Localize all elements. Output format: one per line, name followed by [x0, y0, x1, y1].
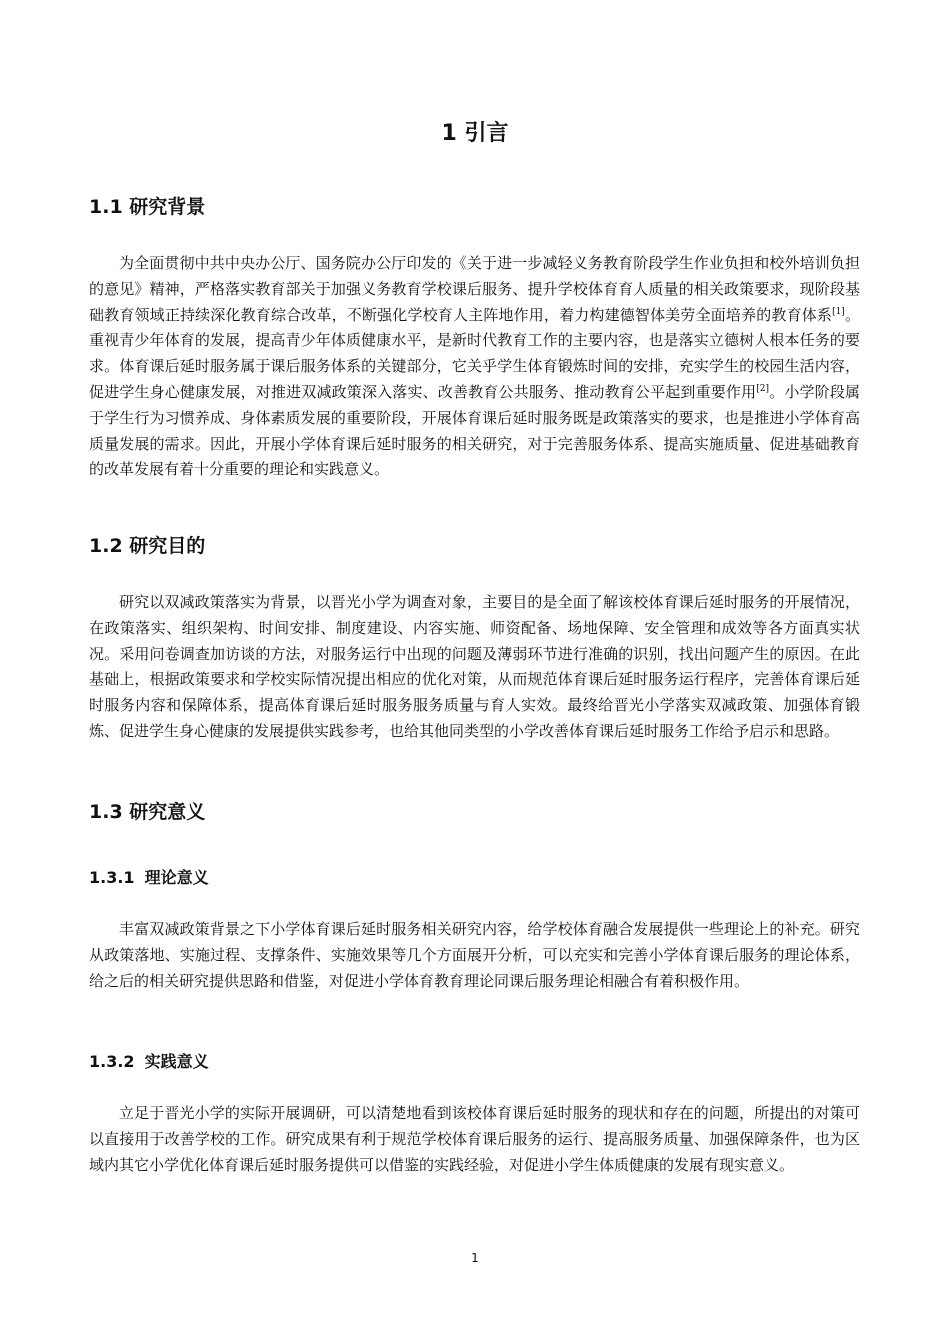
paragraph-background [89, 251, 860, 483]
paragraph-purpose: 研究以双减政策落实为背景，以晋光小学为调查对象，主要目的是全面了解该校体育课后延时服务的开展情况，在政策落实、组织架构、时间安排、制度建设、内容实施、师资配备、场地保障、安全管理和成效等各方面真实状况。采用问卷调查加访谈的方法，对服务运行中出现的问题及薄弱环节进行准确的识别，找出问题产生的原因。在此基础上，根据政策要求和学校实际情况提出相应的优化对策，从而规范体育课后延时服务运行程序，完善体育课后延时服务内容和保障体系，提高体育课后延时服务服务质量与育人实效。最终给晋光小学落实双减政策、加强体育锻炼、促进学生身心健康的发展提供实践参考，也给其他同类型的小学改善体育课后延时服务工作给予启示和思路。 [89, 593, 860, 740]
subsection-number: 1.3.2 [89, 1052, 135, 1071]
section-heading-background: 1.1 研究背景 [89, 196, 206, 218]
paragraph-text: 。小学阶段属于学生行为习惯养成、身体素质发展的重要阶段，开展体育课后延时服务既是政策落实的要求，也是推进小学体育高质量发展的需求。因此，开展小学体育课后延时服务的相关研究，对于完善服务体系、提高实施质量、促进基础教育的改革发展有着十分重要的理论和实践意义。 [89, 382, 860, 479]
page-number: 1 [471, 1251, 479, 1265]
subsection-number: 1.3.1 [89, 868, 135, 887]
citation-ref: [1] [832, 306, 845, 317]
paragraph-practice: 立足于晋光小学的实际开展调研，可以清楚地看到该校体育课后延时服务的现状和存在的问题，所提出的对策可以直接用于改善学校的工作。研究成果有利于规范学校体育课后服务的运行、提高服务质量、加强保障条件，也为区域内其它小学优化体育课后延时服务提供可以借鉴的实践经验，对促进小学生体质健康的发展有现实意义。 [89, 1104, 860, 1174]
subsection-heading-practice [89, 1051, 209, 1073]
chapter-title: 1 引言 [441, 121, 509, 146]
paragraph-text: 为全面贯彻中共中央办公厅、国务院办公厅印发的《关于进一步减轻义务教育阶段学生作业负担和校外培训负担的意见》精神，严格落实教育部关于加强义务教育学校课后服务、提升学校体育育人质量的相关政策要求，现阶段基础教育领域正持续深化教育综合改革，不断强化学校育人主阵地作用，着力构建德智体美劳全面培养的教育体系 [89, 254, 860, 324]
subsection-title: 实践意义 [144, 1052, 209, 1071]
section-heading-significance: 1.3 研究意义 [89, 801, 206, 823]
subsection-heading-theory [89, 867, 209, 889]
section-heading-purpose: 1.2 研究目的 [89, 535, 206, 557]
paragraph-theory: 丰富双减政策背景之下小学体育课后延时服务相关研究内容，给学校体育融合发展提供一些理论上的补充。研究从政策落地、实施过程、支撑条件、实施效果等几个方面展开分析，可以充实和完善小学体育课后服务的理论体系，给之后的相关研究提供思路和借鉴，对促进小学体育教育理论同课后服务理论相融合有着积极作用。 [89, 920, 860, 990]
subsection-title: 理论意义 [144, 868, 209, 887]
paragraph-text: 。重视青少年体育的发展，提高青少年体质健康水平，是新时代教育工作的主要内容，也是落实立德树人根本任务的要求。体育课后延时服务属于课后服务体系的关键部分，它关乎学生体育锻炼时间的安排，充实学生的校园生活内容，促进学生身心健康发展，对推进双减政策深入落实、改善教育公共服务、推动教育公平起到重要作用 [89, 305, 860, 401]
citation-ref: [2] [756, 383, 769, 394]
